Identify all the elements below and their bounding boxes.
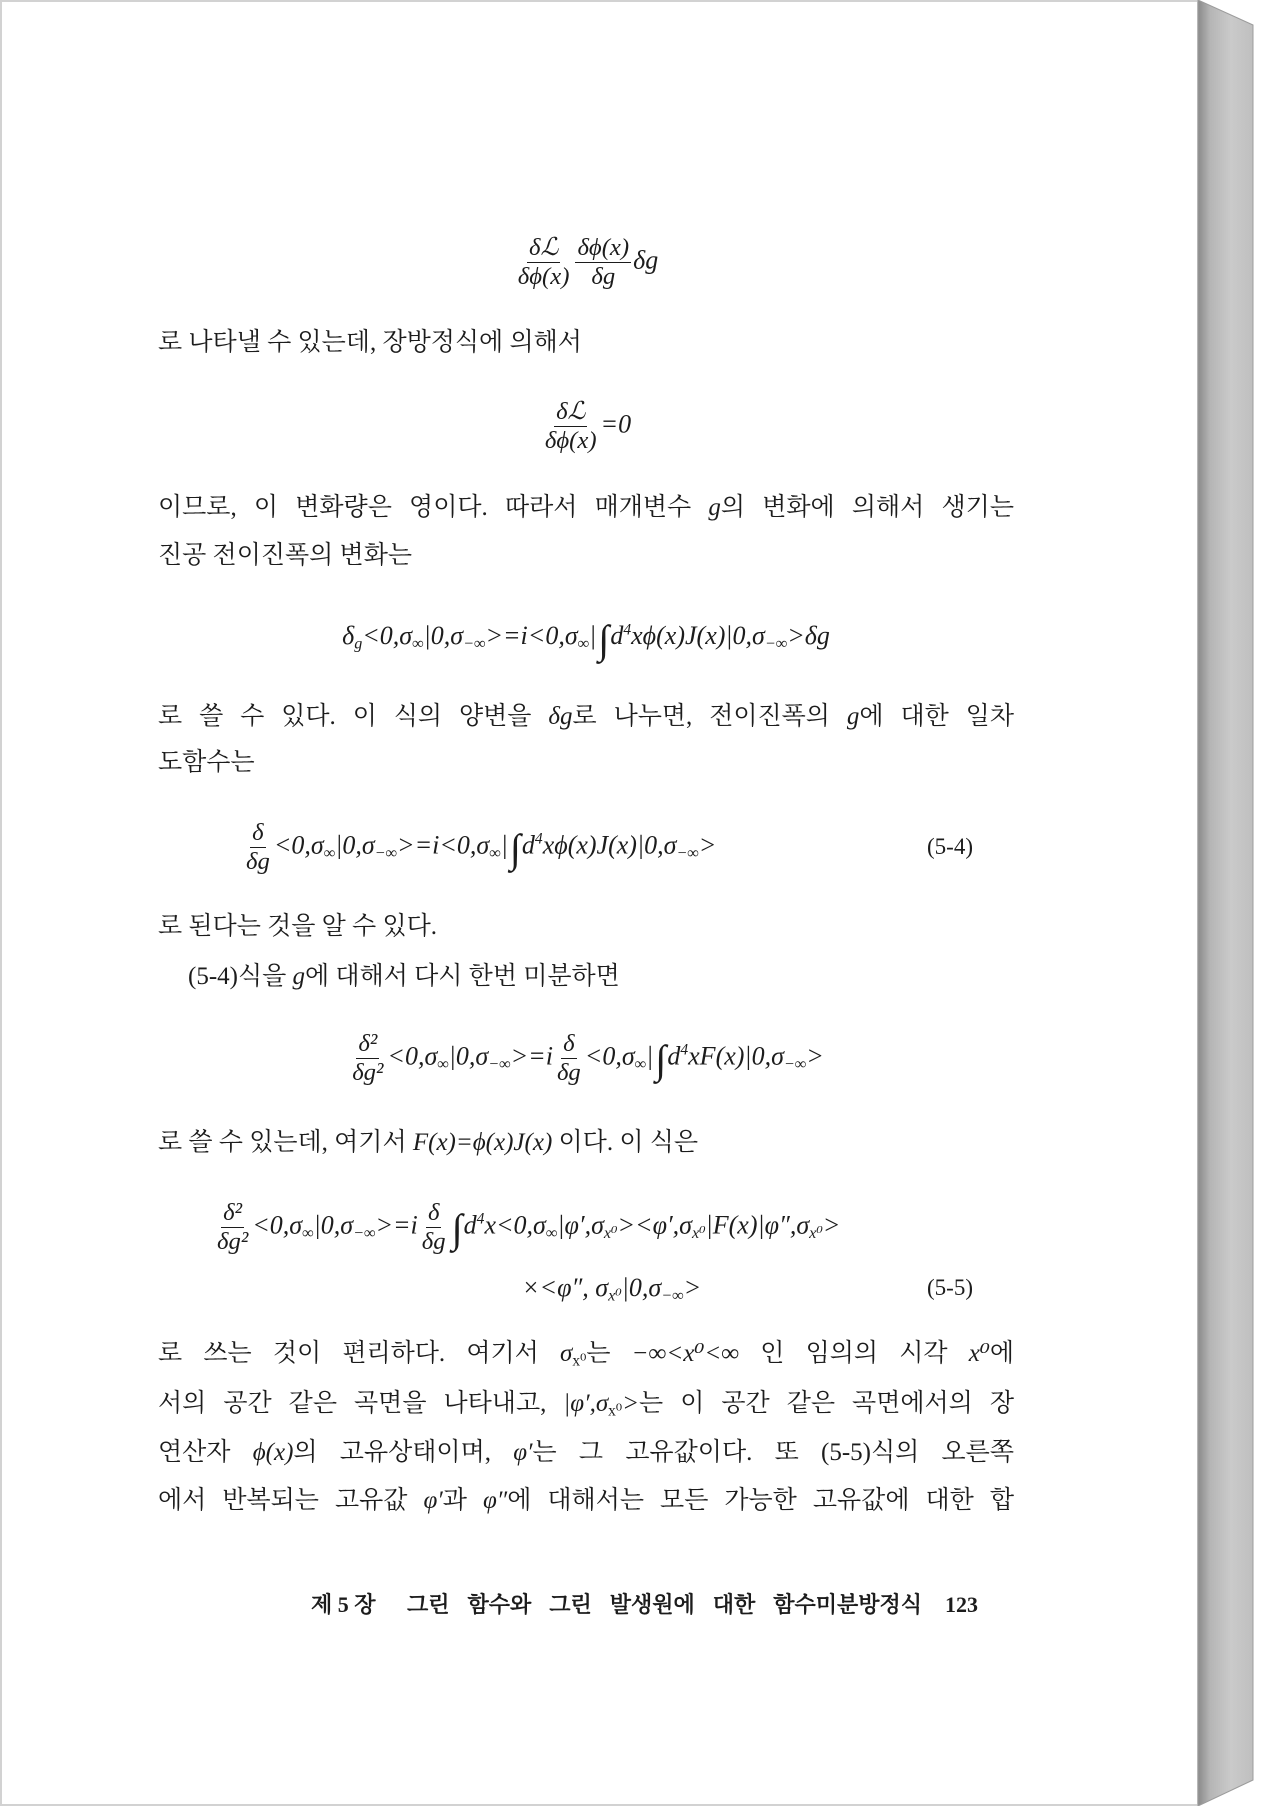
fraction-numerator: δ [252,818,264,846]
fraction-numerator: δϕ(x) [577,233,630,261]
fraction-denominator: δg [246,847,270,875]
text-run: 에 [989,1340,1014,1367]
text-run: x<0,σ [484,1209,546,1239]
subscript: ∞ [302,1224,314,1242]
text-run: 로 된다는 것을 알 수 있다. [158,913,438,940]
equation-5-5-line2 [522,1272,701,1303]
footer-chapter: 제 5 장 [311,1592,376,1617]
equation-variation-box [158,227,1014,297]
body-line [158,1126,1014,1160]
subscript: x⁰ [572,1352,587,1370]
text-run: 연산자 [158,1439,253,1466]
subscript: ∞ [323,844,336,862]
text-run: 과 [442,1487,483,1514]
subscript: ∞ [577,635,590,653]
fraction [575,235,631,290]
text-run: >=i [510,1040,553,1070]
text-run: <0,σ [252,1209,303,1239]
text-run: d [463,1209,477,1239]
text-run: 진공 전이진폭의 변화는 [158,542,413,569]
equation-number-5-5: (5-5) [927,1275,973,1300]
text-run: (5-4)식을 [188,963,293,990]
text-run: d [521,829,535,859]
math-run: φ″ [482,1487,508,1514]
integral-sign: ∫ [451,1205,463,1251]
text-run: =0 [600,408,632,438]
text-run: > [822,1209,841,1239]
fraction-numerator: δ² [223,1198,243,1226]
text-run: > [683,1273,702,1303]
fraction [516,235,572,290]
body-line [158,1387,1014,1421]
subscript: x⁰ [608,1402,623,1420]
text-run: >=i<0,σ [485,621,578,651]
text-run: 에서 반복되는 고유값 [158,1487,424,1514]
text-run: 의 변화에 의해서 생기는 [720,494,1014,521]
fraction-denominator: δϕ(x) [517,262,570,290]
subscript: ∞ [489,844,501,862]
math-run: −∞<x⁰<∞ [631,1340,740,1367]
text-run: |0,σ [448,1040,489,1070]
text-run: |φ′,σ [557,1209,604,1239]
fraction-numerator: δ² [358,1029,378,1057]
body-line [158,539,1014,573]
subscript: ∞ [437,1055,449,1073]
subscript: −∞ [783,1055,807,1073]
text-run: 에 대해서는 모든 가능한 고유값에 대한 합 [507,1487,1014,1514]
text-run: <0,σ [273,829,324,859]
math-run: > [622,1390,639,1417]
text-run: <0,σ [387,1040,438,1070]
text-run: 이므로, 이 변화량은 영이다. 따라서 매개변수 [158,494,709,521]
equation-amplitude-change-box [158,601,1014,671]
text-run: | [500,829,508,859]
subscript: ∞ [412,635,424,653]
subscript: −∞ [676,844,699,862]
text-run: 도함수는 [158,749,255,776]
fraction-numerator: δℒ [528,233,559,261]
text-run: 는 그 고유값이다. 또 (5-5)식의 오른쪽 [532,1439,1014,1466]
fraction [555,1031,583,1086]
text-run: |0,σ [335,829,375,859]
fraction-denominator: δϕ(x) [544,426,597,454]
subscript: x⁰ [691,1224,706,1242]
equation-5-4 [242,820,716,875]
fraction-denominator: δg [421,1227,446,1255]
superscript: 4 [534,830,543,848]
math-run: δg [548,703,573,730]
fraction-denominator: δg [556,1058,581,1086]
math-run: g [708,494,721,521]
body-line [188,960,1014,994]
text-run: > [806,1040,824,1070]
fraction-denominator: δg² [217,1227,249,1255]
equation-second-derivative-box [158,1023,1014,1093]
superscript: 4 [623,621,632,639]
text-run: <0,σ [362,621,413,651]
integral-sign: ∫ [655,1036,667,1082]
text-run: ×<φ″, σ [522,1273,609,1303]
text-run: xϕ(x)J(x)|0,σ [631,621,765,651]
equation-field-box [158,391,1014,461]
fraction-numerator: δ [563,1029,575,1057]
math-run: x⁰ [968,1340,990,1367]
fraction [215,1200,250,1255]
text-run: <0,σ [584,1040,635,1070]
text-run: 는 [586,1340,632,1367]
text-run: |F(x)|φ″,σ [705,1209,810,1239]
fraction [420,1200,448,1255]
body-line [158,700,1014,734]
equation-5-4-box [242,812,716,882]
text-run: d [667,1040,681,1070]
footer-title: 그린 함수와 그린 발생원에 대한 함수미분방정식 [407,1592,922,1617]
text-run: 서의 공간 같은 곡면을 나타내고, [158,1390,564,1417]
text-run: 로 쓸 수 있다. 이 식의 양변을 [158,703,549,730]
text-run: δ [342,621,355,651]
fraction-denominator: δg [591,262,616,290]
subscript: ∞ [545,1224,558,1242]
math-run: g [292,963,306,990]
subscript: −∞ [488,1055,511,1073]
text-run: 로 나누면, 전이진폭의 [572,703,847,730]
body-line [158,1337,1014,1371]
text-run: 의 고유상태이며, [293,1439,514,1466]
math-run: σ [560,1340,573,1367]
text-run: 인 임의의 시각 [739,1340,969,1367]
text-run: 로 쓸 수 있는데, 여기서 [158,1129,413,1156]
equation-5-5-line2-box [522,1253,701,1323]
equation-field [541,399,631,454]
equation-5-5-line1 [213,1200,840,1255]
text-run: δg [633,244,659,274]
body-line [158,746,1014,780]
math-run: φ′ [423,1487,443,1514]
body-line [158,1436,1014,1470]
text-run: 이다. 이 식은 [552,1129,699,1156]
superscript: 4 [476,1210,485,1228]
math-run: ϕ(x) [252,1439,294,1466]
text-run: | [589,621,597,651]
subscript: −∞ [353,1224,376,1242]
text-run: >=i<0,σ [397,829,490,859]
subscript: x⁰ [608,1287,622,1305]
text-run: 로 쓰는 것이 편리하다. 여기서 [158,1340,561,1367]
text-run: d [610,621,624,651]
fraction [350,1031,385,1086]
text-run: 로 나타낼 수 있는데, 장방정식에 의해서 [158,329,582,356]
subscript: −∞ [374,844,398,862]
math-run: F(x)=ϕ(x)J(x) [412,1129,553,1156]
subscript: x⁰ [809,1224,823,1242]
equation-number-5-4: (5-4) [927,834,973,859]
text-run: |0,σ [313,1209,354,1239]
subscript: ∞ [634,1055,647,1073]
math-run: g [846,703,860,730]
text-run: ><φ′,σ [617,1209,692,1239]
body-line [158,1484,1014,1518]
text-run: 에 대해서 다시 한번 미분하면 [305,963,620,990]
text-run: xϕ(x)J(x)|0,σ [542,829,677,859]
superscript: 4 [680,1041,689,1059]
integral-sign: ∫ [509,825,521,871]
subscript: −∞ [661,1287,684,1305]
fraction-denominator: δg² [352,1058,384,1086]
equation-variation [514,235,658,290]
body-line [158,910,1014,944]
book-edge [1198,0,1253,1806]
fraction-numerator: δ [427,1198,440,1226]
text-run: >=i [375,1209,418,1239]
subscript: −∞ [764,635,788,653]
text-run: 는 이 공간 같은 곡면에서의 장 [639,1390,1014,1417]
integral-sign: ∫ [598,617,610,663]
text-run: > [698,829,717,859]
math-run: |φ′,σ [563,1390,609,1417]
math-run: φ′ [513,1439,533,1466]
body-line [158,491,1014,525]
text-run: 에 대한 일차 [859,703,1014,730]
text-run: | [646,1040,654,1070]
text-run: |0,σ [621,1273,662,1303]
body-line [158,326,1014,360]
fraction-numerator: δℒ [556,397,586,425]
equation-amplitude-change [342,617,830,663]
equation-second-derivative [348,1031,824,1086]
text-run: |0,σ [423,621,464,651]
equation-5-5-line1-box [213,1192,840,1262]
subscript: g [354,635,363,653]
text-run: >δg [787,621,830,651]
fraction [543,399,599,454]
text-run: xF(x)|0,σ [688,1040,784,1070]
subscript: −∞ [463,635,486,653]
fraction [244,820,272,875]
page-number: 123 [945,1592,978,1617]
subscript: x⁰ [603,1224,618,1242]
